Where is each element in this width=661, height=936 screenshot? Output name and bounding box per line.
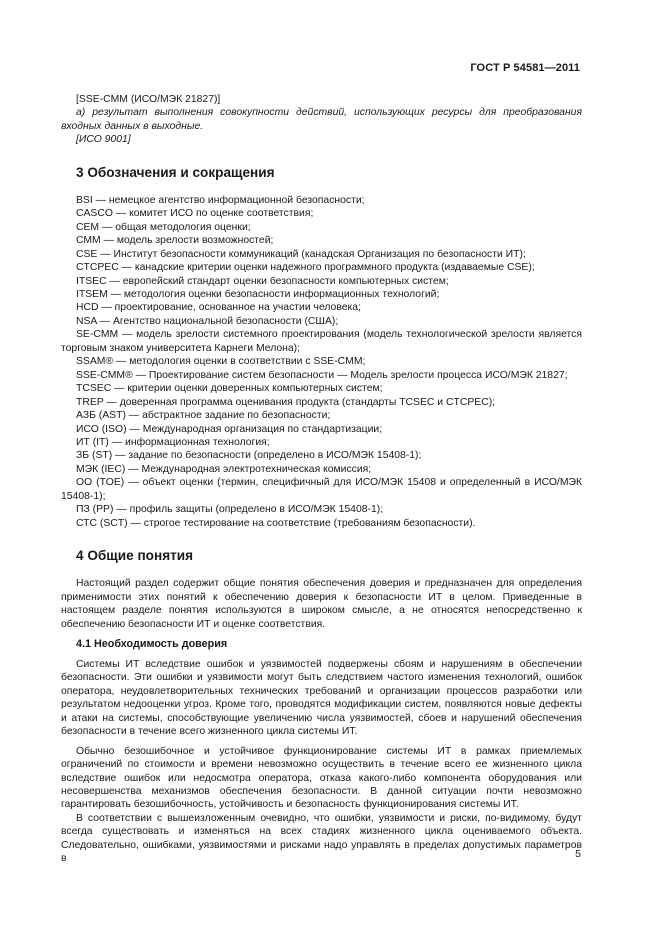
abbr-item: СММ — модель зрелости возможностей; bbox=[76, 235, 274, 247]
abbr-item: HCD — проектирование, основанное на участии человека; bbox=[76, 302, 361, 314]
abbr-item: АЗБ (AST) — абстрактное задание по безопасности; bbox=[76, 410, 331, 422]
abbr-item: SSAM® — методология оценки в соответствии с SSE-CMM; bbox=[76, 356, 366, 368]
abbr-item: ПЗ (PP) — профиль защиты (определено в ИСО/МЭК 15408-1); bbox=[76, 504, 384, 516]
abbr-item: ИТ (IT) — информационная технология; bbox=[76, 436, 270, 448]
abbr-item: СЕМ — общая методология оценки; bbox=[76, 221, 251, 233]
abbr-item: BSI — немецкое агентство информационной безопасности; bbox=[76, 194, 365, 206]
reference-iso-9001: [ИСО 9001] bbox=[76, 134, 131, 146]
section-4-title: 4 Общие понятия bbox=[76, 548, 194, 564]
abbr-item: TREP — доверенная программа оценивания продукта (стандарты TCSEC и CTCPEC); bbox=[76, 396, 496, 408]
abbreviations-list bbox=[61, 194, 582, 530]
abbr-item: CSE — Институт безопасности коммуникаций (канадская Организация по безопасности ИТ); bbox=[76, 248, 526, 260]
page-number: 5 bbox=[575, 848, 581, 860]
paragraph: Обычно безошибочное и устойчивое функционирование системы ИТ в рамках приемлемых ограничений по стоимости и времени невозможно осуществить в течение всего ее жизненного цикла вследствие ошибок или недосмотра оператора, отказа какого-либо компонента оборудования или несовершенства механизмов обеспечения безопасности. В данной ситуации почти невозможно гарантировать безошибочность, устойчивость и безопасность функционирования системы ИТ. bbox=[61, 745, 582, 811]
abbr-item: SSE-CMM® — Проектирование систем безопасности — Модель зрелости процесса ИСО/МЭК 21827; bbox=[76, 369, 568, 381]
section-4-intro: Настоящий раздел содержит общие понятия обеспечения доверия и предназначен для определения применимости этих понятий к обеспечению доверия к безопасности ИТ в целом. Приведенные в настоящем разделе понятия используются в широком смысле, а не относятся непосредственно к обеспечению безопасности ИТ и оценке соответствия. bbox=[61, 578, 582, 630]
abbr-item: ОО (TOE) — объект оценки (термин, специфичный для ИСО/МЭК 15408 и определенный в ИСО/МЭК 15408-1); bbox=[61, 477, 582, 502]
section-3-title: 3 Обозначения и сокращения bbox=[76, 164, 275, 180]
abbr-item: ИСО (ISO) — Международная организация по стандартизации; bbox=[76, 423, 383, 435]
abbr-item: SE-CMM — модель зрелости системного проектирования (модель технологической зрелости является торговым знаком университета Карнеги Мелона); bbox=[61, 329, 582, 354]
abbr-item: ITSEM — методология оценки безопасности информационных технологий; bbox=[76, 288, 440, 300]
reference-sse-cmm: [SSE-CMM (ИСО/МЭК 21827)] bbox=[76, 94, 221, 105]
paragraph: Системы ИТ вследствие ошибок и уязвимостей подвержены сбоям и нарушениям в обеспечении безопасности. Эти ошибки и уязвимости могут быть следствием частого изменения технологий, ошибок оператора, неудовлетворительных технических требований и организации процессов разработки или результатом недооценки угроз. Кроме того, проводятся модификации систем, появляются новые дефекты и атаки на системы, способствующие увеличению числа уязвимостей, сбоев и нарушений обеспечения безопасности в течение всего жизненного цикла системы ИТ. bbox=[61, 658, 582, 738]
definition-a: а) результат выполнения совокупности действий, использующих ресурсы для преобразования входных данных в выходные. bbox=[61, 107, 582, 132]
paragraph: В соответствии с вышеизложенным очевидно, что ошибки, уязвимости и риски, по-видимому, будут всегда существовать и изменяться на всех стадиях жизненного цикла оцениваемого объекта. Следовательно, ошибками, уязвимостями и рисками надо управлять в пределах допустимых параметров в bbox=[61, 812, 582, 865]
abbr-item: NSA — Агентство национальной безопасности (США); bbox=[76, 315, 339, 327]
abbr-item: СТС (SCT) — строгое тестирование на соответствие (требованиям безопасности). bbox=[76, 517, 476, 529]
abbr-item: МЭК (IEC) — Международная электротехническая комиссия; bbox=[76, 463, 372, 475]
abbr-item: ITSEC — европейский стандарт оценки безопасности компьютерных систем; bbox=[76, 275, 449, 287]
abbr-item: CTCPEC — канадские критерии оценки надежного программного продукта (издаваемые CSE); bbox=[76, 262, 535, 274]
abbr-item: CASCO — комитет ИСО по оценке соответствия; bbox=[76, 208, 314, 220]
abbr-item: TCSEC — критерии оценки доверенных компьютерных систем; bbox=[76, 383, 383, 395]
standard-code: ГОСТ Р 54581—2011 bbox=[470, 62, 580, 74]
page-content bbox=[61, 93, 582, 866]
subsection-4-1-title: 4.1 Необходимость доверия bbox=[76, 637, 228, 650]
abbr-item: ЗБ (ST) — задание по безопасности (определено в ИСО/МЭК 15408-1); bbox=[76, 450, 422, 462]
